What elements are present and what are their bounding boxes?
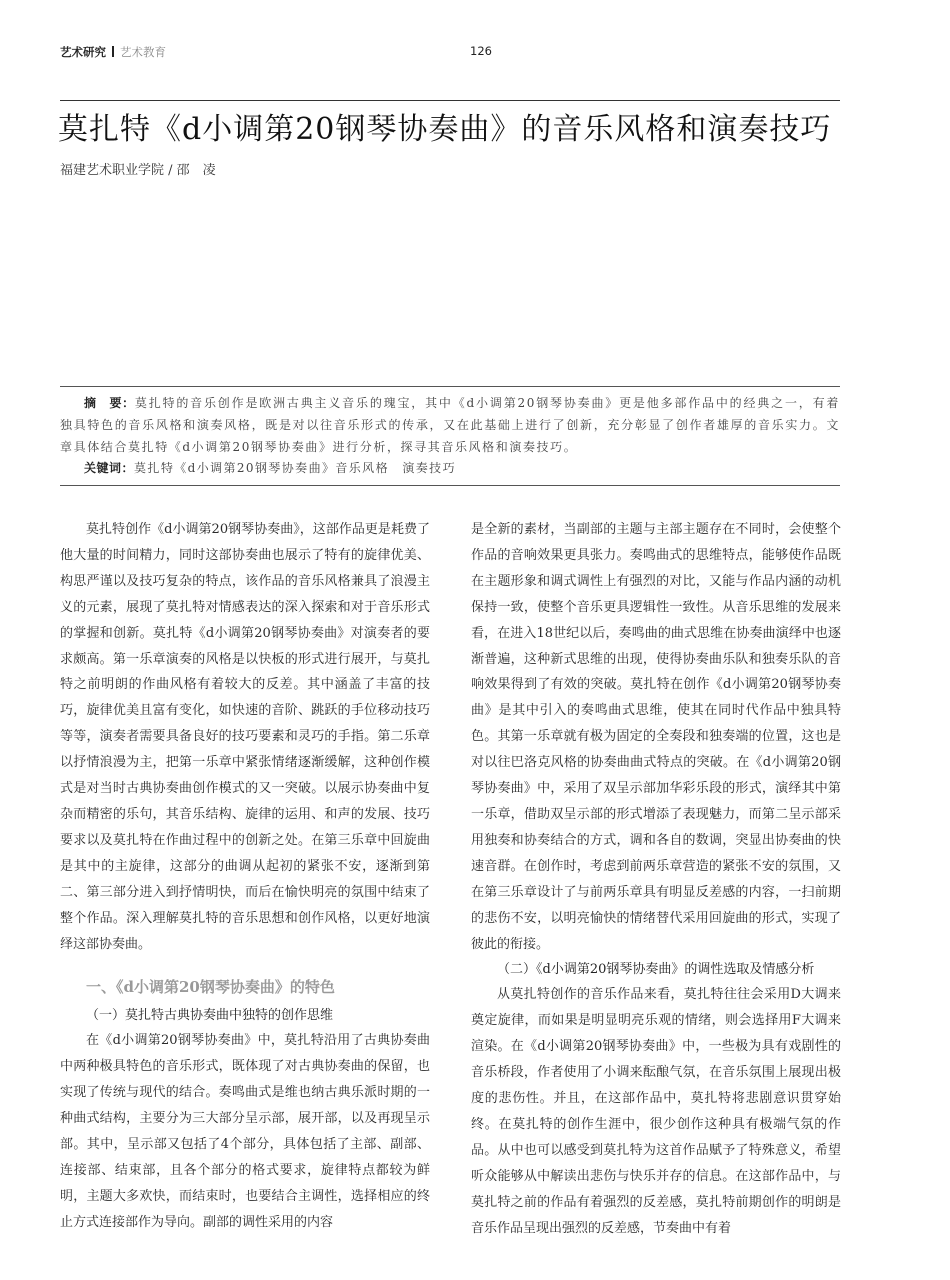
left-column [60, 517, 430, 1236]
keywords-text: 莫扎特《d小调第20钢琴协奏曲》音乐风格 演奏技巧 [134, 461, 456, 475]
body-paragraph: 是全新的素材，当副部的主题与主部主题存在不同时，会使整个作品的音响效果更具张力。奏鸣曲式的思维特点，能够使作品既在主题形象和调式调性上有强烈的对比，又能与作品内涵的动机保持一致，使整个音乐更具逻辑性一致性。从音乐思维的发展来看，在进入18世纪以后，奏鸣曲的曲式思维在协奏曲演绎中也逐渐普遍，这种新式思维的出现，使得协奏曲乐队和独奏乐队的音响效果得到了有效的突破。莫扎特在创作《d小调第20钢琴协奏曲》是其中引入的奏鸣曲式思维，使其在同时代作品中独具特色。其第一乐章就有极为固定的全奏段和独奏端的位置，这也是对以往巴洛克风格的协奏曲曲式特点的突破。在《d小调第20钢琴协奏曲》中，采用了双呈示部加华彩乐段的形式，演绎其中第一乐章，借助双呈示部的形式增添了表现魅力，而第二呈示部采用独奏和协奏结合的方式，调和各自的数调，突显出协奏曲的快速音群。在创作时，考虑到前两乐章营造的紧张不安的氛围，又在第三乐章设计了与前两乐章具有明显反差感的内容，一扫前期的悲伤不安，以明亮愉快的情绪替代采用回旋曲的形式，实现了彼此的衔接。 [471, 522, 841, 952]
journal-subcolumn: 艺术教育 [120, 45, 166, 59]
page-number: 126 [470, 44, 492, 58]
header-divider [112, 46, 114, 57]
keywords-label: 关键词： [84, 461, 135, 475]
body-paragraph: 在《d小调第20钢琴协奏曲》中，莫扎特沿用了古典协奏曲中两种极具特色的音乐形式，既体现了对古典协奏曲的保留，也实现了传统与现代的结合。奏鸣曲式是维也纳古典乐派时期的一种曲式结构，主要分为三大部分呈示部，展开部，以及再现呈示部。其中，呈示部又包括了4个部分，具体包括了主部、副部、连接部、结束部，且各个部分的格式要求，旋律特点都较为鲜明，主题大多欢快，而结束时，也要结合主调性，选择相应的终止方式连接部作为导向。副部的调性采用的内容 [60, 1033, 430, 1230]
body-paragraph: 从莫扎特创作的音乐作品来看，莫扎特往往会采用D大调来奠定旋律，而如果是明显明亮乐观的情绪，则会选择用F大调来渲染。在《d小调第20钢琴协奏曲》中，一些极为具有戏剧性的音乐桥段，作者使用了小调来酝酿气氛，在音乐氛围上展现出极度的悲伤性。并且，在这部作品中，莫扎特将悲剧意识贯穿始终。在莫扎特的创作生涯中，很少创作这种具有极端气氛的作品。从中也可以感受到莫扎特为这首作品赋予了特殊意义，希望听众能够从中解读出悲伤与快乐并存的信息。在这部作品中，与莫扎特之前的作品有着强烈的反差感，莫扎特前期创作的明朗是音乐作品呈现出强烈的反差感，节奏曲中有着 [471, 987, 841, 1236]
abstract-label: 摘 要： [84, 396, 135, 410]
abstract [60, 392, 840, 458]
journal-column: 艺术研究 [60, 45, 106, 59]
abstract-text: 莫扎特的音乐创作是欧洲古典主义音乐的瑰宝，其中《d小调第20钢琴协奏曲》更是他多部作品中的经典之一，有着独具特色的音乐风格和演奏风格，既是对以往音乐形式的传承，又在此基础上进行了创新，充分彰显了创作者雄厚的音乐实力。文章具体结合莫扎特《d小调第20钢琴协奏曲》进行分析，探寻其音乐风格和演奏技巧。 [60, 396, 840, 454]
abstract-top-rule [60, 386, 840, 387]
abstract-bottom-rule [60, 485, 840, 486]
author-affiliation: 福建艺术职业学院 / 邵 凌 [60, 163, 216, 178]
keywords [60, 457, 840, 479]
subsection-heading: （二）《d小调第20钢琴协奏曲》的调性选取及情感分析 [497, 962, 815, 978]
article-title: 莫扎特《d小调第20钢琴协奏曲》的音乐风格和演奏技巧 [58, 112, 832, 147]
intro-paragraph: 莫扎特创作《d小调第20钢琴协奏曲》，这部作品更是耗费了他大量的时间精力，同时这部协奏曲也展示了特有的旋律优美、构思严谨以及技巧复杂的特点，该作品的音乐风格兼具了浪漫主义的元素，展现了莫扎特对情感表达的深入探索和对于音乐形式的掌握和创新。莫扎特《d小调第20钢琴协奏曲》对演奏者的要求颇高。第一乐章演奏的风格是以快板的形式进行展开，与莫扎特之前明朗的作曲风格有着较大的反差。其中涵盖了丰富的技巧，旋律优美且富有变化，如快速的音阶、跳跃的手位移动技巧等等，演奏者需要具备良好的技巧要素和灵巧的手指。第二乐章以抒情浪漫为主，把第一乐章中紧张情绪逐渐缓解，这种创作模式是对当时古典协奏曲创作模式的又一突破。以展示协奏曲中复杂而精密的乐句，其音乐结构、旋律的运用、和声的发展、技巧要求以及莫扎特在作曲过程中的创新之处。在第三乐章中回旋曲是其中的主旋律，这部分的曲调从起初的紧张不安，逐渐到第二、第三部分进入到抒情明快，而后在愉快明亮的氛围中结束了整个作品。深入理解莫扎特的音乐思想和创作风格，以更好地演绎这部协奏曲。 [60, 522, 430, 952]
running-header [60, 44, 840, 64]
subsection-heading: （一）莫扎特古典协奏曲中独特的创作思维 [86, 1008, 334, 1024]
section-heading: 一、《d小调第20钢琴协奏曲》的特色 [86, 978, 335, 997]
title-rule [60, 100, 840, 101]
right-column [471, 517, 841, 1241]
